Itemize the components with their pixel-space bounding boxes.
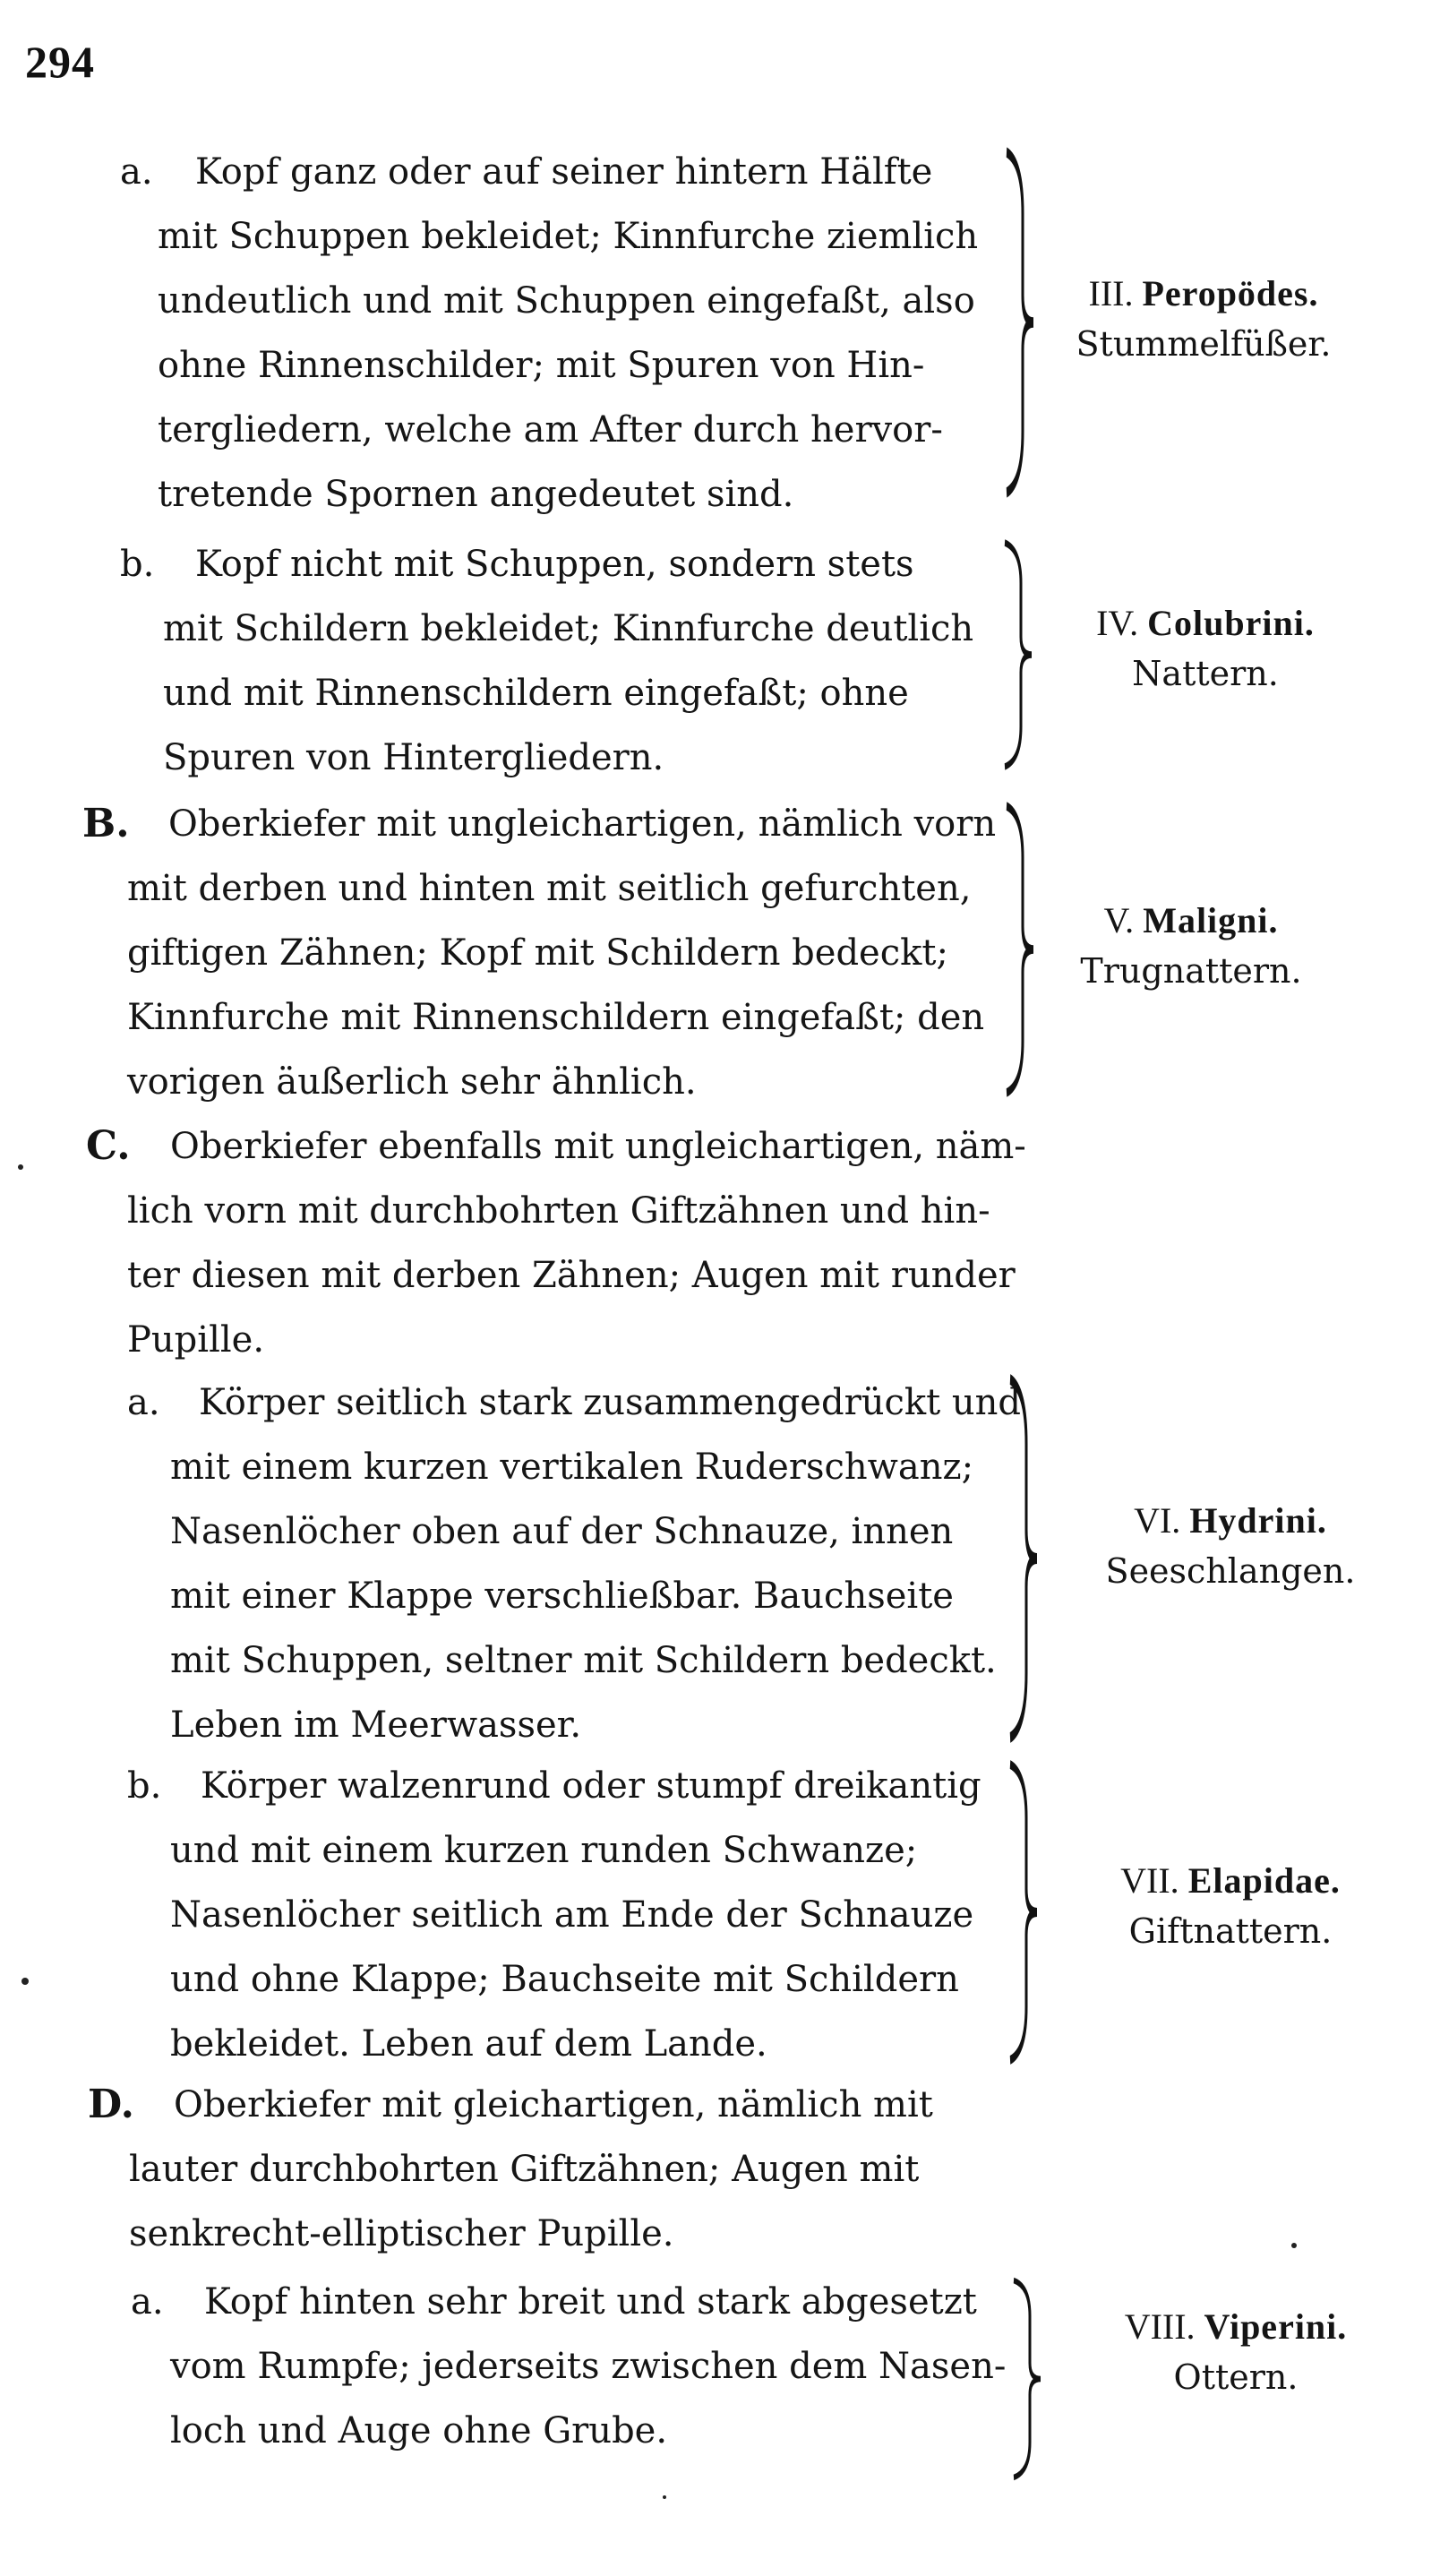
entry-marker: C. [86, 1123, 131, 1169]
entry-marker: D. [88, 2082, 134, 2127]
taxon-number: V. [1103, 900, 1135, 940]
taxon-name: Maligni. [1143, 900, 1279, 940]
text-line: und mit einem kurzen runden Schwanze; [170, 1830, 918, 1871]
entry-marker: b. [120, 544, 155, 585]
text-line: vorigen äußerlich sehr ähnlich. [127, 1061, 697, 1103]
taxon-name: Elapidae. [1187, 1860, 1341, 1901]
taxon-common-name: Ottern. [1173, 2357, 1299, 2397]
text-line: Oberkiefer mit ungleichartigen, nämlich vorn [168, 803, 997, 845]
text-line: bekleidet. Leben auf dem Lande. [170, 2023, 767, 2065]
text-line: senkrecht-elliptischer Pupille. [129, 2213, 674, 2254]
text-line: lauter durchbohrten Giftzähnen; Augen mit [129, 2149, 920, 2190]
text-line: tretende Spornen angedeutet sind. [158, 474, 794, 515]
ink-speck [18, 1164, 23, 1170]
curly-brace [1001, 543, 1037, 767]
text-line: und ohne Klappe; Bauchseite mit Schildern [170, 1959, 959, 2000]
text-line: undeutlich und mit Schuppen eingefaßt, also [158, 280, 975, 322]
text-line: lich vorn mit durchbohrten Giftzähnen und hin- [127, 1190, 990, 1232]
curly-brace [1007, 1379, 1042, 1738]
taxon-number: IV. [1096, 603, 1139, 643]
taxon-number: III. [1088, 273, 1134, 313]
text-line: Nasenlöcher oben auf der Schnauze, innen [170, 1511, 954, 1552]
text-line: mit einem kurzen vertikalen Ruderschwanz; [170, 1447, 974, 1488]
entry-marker: a. [120, 151, 153, 193]
taxon-label-V [1030, 896, 1352, 996]
taxon-label-VIII [1075, 2302, 1397, 2402]
taxon-common-name: Seeschlangen. [1105, 1551, 1356, 1591]
ink-speck [1291, 2243, 1297, 2248]
taxon-number: VII. [1120, 1860, 1179, 1901]
taxon-number: VIII. [1124, 2306, 1196, 2347]
text-line: loch und Auge ohne Grube. [170, 2410, 668, 2451]
text-line: Nasenlöcher seitlich am Ende der Schnauze [170, 1894, 974, 1936]
text-line: Körper seitlich stark zusammengedrückt und [199, 1382, 1022, 1423]
text-line: Oberkiefer ebenfalls mit ungleichartigen, näm- [170, 1126, 1026, 1167]
entry-marker: a. [127, 1382, 160, 1423]
text-line: Pupille. [127, 1319, 265, 1361]
taxon-number: VI. [1134, 1500, 1181, 1541]
text-line: ter diesen mit derben Zähnen; Augen mit runder [127, 1255, 1016, 1296]
taxon-name: Colubrini. [1147, 603, 1315, 643]
text-line: mit Schuppen bekleidet; Kinnfurche ziemlich [158, 216, 979, 257]
ink-speck [663, 2495, 666, 2499]
text-line: mit Schuppen, seltner mit Schildern bedeckt. [170, 1640, 997, 1681]
taxon-common-name: Giftnattern. [1128, 1911, 1333, 1951]
text-line: vom Rumpfe; jederseits zwischen dem Nasen- [170, 2346, 1007, 2387]
taxon-label-VII [1069, 1856, 1392, 1956]
text-line: Leben im Meerwasser. [170, 1704, 582, 1746]
text-line: Kopf hinten sehr breit und stark abgesetzt [204, 2281, 977, 2323]
entry-marker: a. [131, 2281, 164, 2323]
entry-marker: b. [127, 1765, 162, 1807]
text-line: tergliedern, welche am After durch hervor- [158, 409, 943, 451]
taxon-common-name: Stummelfüßer. [1076, 324, 1332, 364]
text-line: Kopf nicht mit Schuppen, sondern stets [195, 544, 914, 585]
text-line: Körper walzenrund oder stumpf dreikantig [201, 1765, 981, 1807]
taxon-name: Peropödes. [1142, 273, 1319, 313]
taxon-name: Viperini. [1204, 2306, 1348, 2347]
text-line: und mit Rinnenschildern eingefaßt; ohne [163, 673, 909, 714]
taxon-label-VI [1069, 1496, 1392, 1596]
taxon-common-name: Nattern. [1132, 654, 1279, 693]
text-line: mit derben und hinten mit seitlich gefurchten, [127, 868, 972, 909]
taxon-name: Hydrini. [1189, 1500, 1327, 1541]
curly-brace [1007, 1765, 1042, 2060]
entry-marker: B. [82, 801, 130, 846]
ink-speck [21, 1978, 29, 1985]
curly-brace [1010, 2280, 1046, 2477]
page-number: 294 [25, 37, 95, 87]
text-line: Spuren von Hintergliedern. [163, 737, 664, 778]
taxon-label-IV [1044, 598, 1367, 699]
taxon-common-name: Trugnattern. [1080, 951, 1302, 991]
text-line: Kopf ganz oder auf seiner hintern Hälfte [195, 151, 933, 193]
text-line: giftigen Zähnen; Kopf mit Schildern bedeckt; [127, 932, 948, 974]
curly-brace [1003, 152, 1039, 493]
text-line: Kinnfurche mit Rinnenschildern eingefaßt; den [127, 997, 985, 1038]
text-line: Oberkiefer mit gleichartigen, nämlich mit [174, 2084, 933, 2125]
text-line: mit Schildern bekleidet; Kinnfurche deutlich [163, 608, 974, 649]
text-line: ohne Rinnenschilder; mit Spuren von Hin- [158, 345, 925, 386]
text-line: mit einer Klappe verschließbar. Bauchseite [170, 1576, 954, 1617]
taxon-label-III [1042, 269, 1365, 369]
